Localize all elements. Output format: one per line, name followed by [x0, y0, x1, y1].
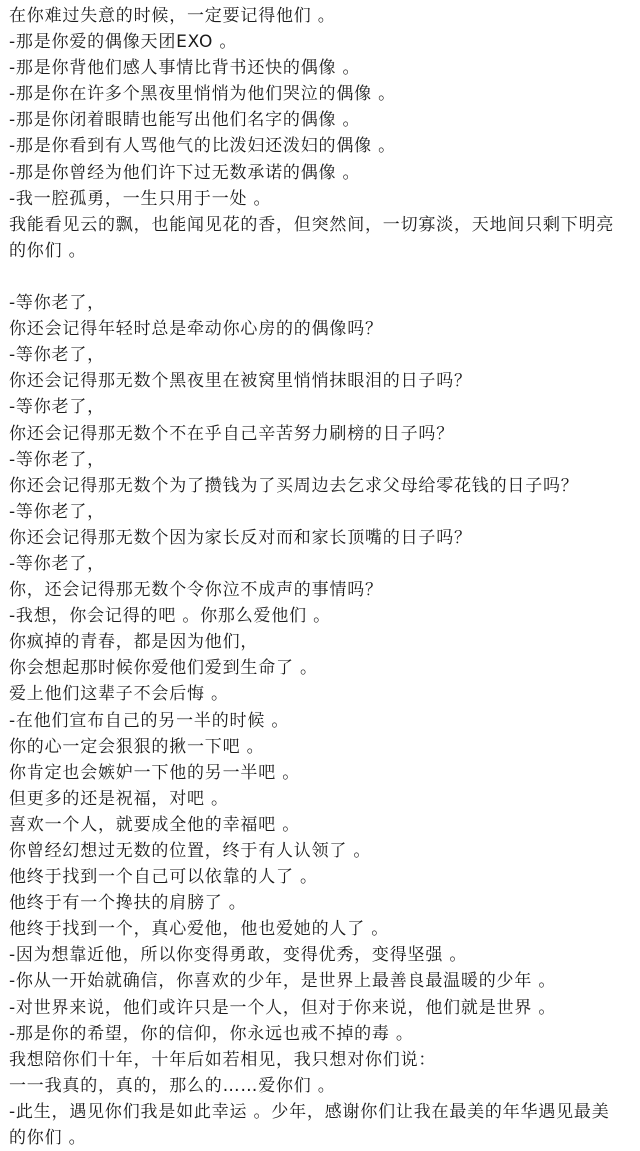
text-line: 你还会记得那无数个黑夜里在被窝里悄悄抹眼泪的日子吗？ — [9, 371, 472, 392]
text-line: -你从一开始就确信，你喜欢的少年，是世界上最善良最温暖的少年 。 — [9, 971, 557, 992]
text-line: 我想陪你们十年，十年后如若相见，我只想对你们说： — [9, 1049, 437, 1070]
text-line: -此生，遇见你们我是如此幸运 。少年，感谢你们让我在最美的年华遇见最美的你们 。 — [9, 1101, 610, 1149]
text-line: 你肯定也会嫉妒一下他的另一半吧 。 — [9, 762, 301, 783]
text-line: -那是你闭着眼睛也能写出他们名字的偶像 。 — [9, 110, 361, 131]
text-line: -等你老了， — [9, 553, 105, 574]
text-line: -我想，你会记得的吧 。你那么爱他们 。 — [9, 606, 331, 627]
text-line: 他终于找到一个，真心爱他，他也爱她的人了 。 — [9, 919, 390, 940]
blank-line — [9, 264, 626, 290]
text-line: -那是你在许多个黑夜里悄悄为他们哭泣的偶像 。 — [9, 84, 396, 105]
text-line: -等你老了， — [9, 397, 105, 418]
text-line: -那是你看到有人骂他气的比泼妇还泼妇的偶像 。 — [9, 136, 396, 157]
text-line: 你会想起那时候你爱他们爱到生命了 。 — [9, 658, 318, 679]
text-line: -等你老了， — [9, 449, 105, 470]
text-line: 你还会记得那无数个为了攒钱为了买周边去乞求父母给零花钱的日子吗？ — [9, 475, 579, 496]
text-line: -那是你曾经为他们许下过无数承诺的偶像 。 — [9, 162, 361, 183]
text-line: 你还会记得年轻时总是牵动你心房的的偶像吗？ — [9, 319, 383, 340]
text-line: -等你老了， — [9, 293, 105, 314]
text-line: 你曾经幻想过无数的位置，终于有人认领了 。 — [9, 841, 372, 861]
text-line: -因为想靠近他，所以你变得勇敢，变得优秀，变得坚强 。 — [9, 945, 468, 966]
text-line: 喜欢一个人，就要成全他的幸福吧 。 — [9, 814, 301, 835]
text-line: 你的心一定会狠狠的揪一下吧 。 — [9, 736, 265, 757]
text-line: 他终于找到一个自己可以依靠的人了 。 — [9, 867, 318, 888]
text-line: 他终于有一个搀扶的肩膀了 。 — [9, 893, 247, 914]
text-line: 我能看见云的飘，也能闻见花的香，但突然间，一切寡淡，天地间只剩下明亮的你们 。 — [9, 214, 615, 261]
text-line: -等你老了， — [9, 501, 105, 522]
text-line: 一一我真的，真的，那么的……爱你们 。 — [9, 1075, 336, 1096]
text-line: -那是你爱的偶像天团EXO 。 — [9, 32, 238, 53]
text-line: 爱上他们这辈子不会后悔 。 — [9, 684, 229, 705]
text-line: 在你难过失意的时候，一定要记得他们 。 — [9, 6, 336, 26]
text-line: 你，还会记得那无数个令你泣不成声的事情吗？ — [9, 580, 383, 601]
text-line: 你还会记得那无数个因为家长反对而和家长顶嘴的日子吗？ — [9, 527, 472, 548]
text-line: 你疯掉的青春，都是因为他们， — [9, 632, 259, 653]
text-line: -在他们宣布自己的另一半的时候 。 — [9, 710, 290, 731]
text-line: -我一腔孤勇，一生只用于一处 。 — [9, 188, 272, 209]
text-line: -那是你背他们感人事情比背书还快的偶像 。 — [9, 58, 361, 79]
text-line: -等你老了， — [9, 345, 105, 366]
text-line: 但更多的还是祝福，对吧 。 — [9, 788, 229, 809]
text-line: -那是你的希望，你的信仰，你永远也戒不掉的毒 。 — [9, 1023, 414, 1044]
text-line: -对世界来说，他们或许只是一个人，但对于你来说，他们就是世界 。 — [9, 997, 557, 1018]
text-line: 你还会记得那无数个不在乎自己辛苦努力刷榜的日子吗？ — [9, 423, 454, 444]
